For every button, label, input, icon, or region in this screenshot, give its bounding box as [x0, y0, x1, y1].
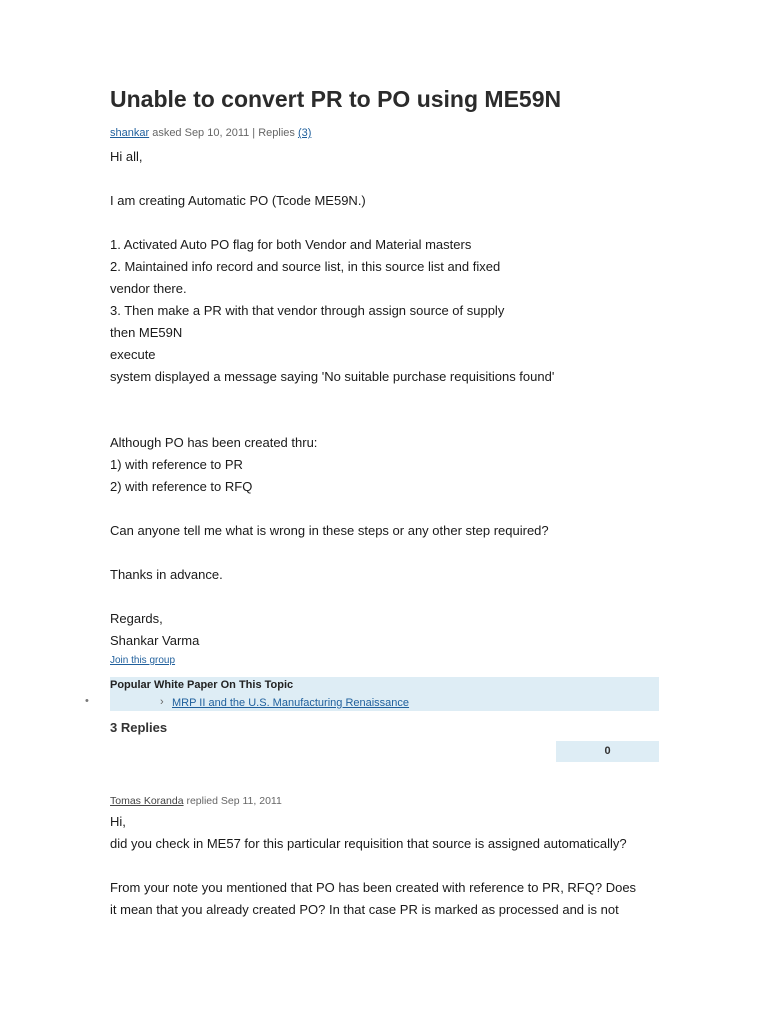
post-body-line	[110, 388, 670, 410]
post-body-line: 3. Then make a PR with that vendor through assign source of supply	[110, 303, 505, 318]
post-body-line: vendor there.	[110, 281, 187, 296]
post-body-line: then ME59N	[110, 325, 183, 340]
post-body	[110, 146, 670, 652]
chevron-right-icon: ›	[160, 696, 164, 708]
post-body-line: Shankar Varma	[110, 633, 200, 648]
post-body-line: execute	[110, 347, 156, 362]
reply-body-line: it mean that you already created PO? In that case PR is marked as processed and is not	[110, 902, 619, 917]
reply-body	[110, 811, 670, 921]
post-body-line: 1) with reference to PR	[110, 457, 243, 472]
post-meta	[110, 127, 311, 139]
post-body-line: Can anyone tell me what is wrong in these steps or any other step required?	[110, 523, 549, 538]
post-body-line	[110, 410, 670, 432]
vote-count-button[interactable]: 0	[556, 741, 659, 762]
reply-meta	[110, 795, 282, 807]
reply-body-line: From your note you mentioned that PO has been created with reference to PR, RFQ? Does	[110, 880, 637, 895]
replies-heading: 3 Replies	[110, 720, 168, 735]
bullet-icon: •	[85, 695, 89, 707]
post-body-line: Although PO has been created thru:	[110, 435, 318, 450]
reply-author-link[interactable]: Tomas Koranda	[110, 795, 184, 807]
post-body-line	[110, 586, 670, 608]
reply-body-line: did you check in ME57 for this particular requisition that source is assigned automatically?	[110, 836, 627, 851]
post-body-line: Thanks in advance.	[110, 567, 223, 582]
post-body-line: 2. Maintained info record and source list, in this source list and fixed	[110, 259, 501, 274]
post-body-line	[110, 212, 670, 234]
white-paper-link[interactable]: MRP II and the U.S. Manufacturing Renaissance	[172, 697, 410, 709]
asked-date-text: asked Sep 10, 2011 | Replies	[149, 127, 298, 139]
author-link[interactable]: shankar	[110, 127, 150, 139]
post-body-line: I am creating Automatic PO (Tcode ME59N.)	[110, 193, 366, 208]
replies-count-link[interactable]: (3)	[297, 127, 312, 139]
reply-body-line	[110, 855, 670, 877]
join-group-link[interactable]: Join this group	[110, 655, 176, 666]
white-paper-heading: Popular White Paper On This Topic	[110, 679, 294, 691]
post-body-line	[110, 168, 670, 190]
post-body-line: 2) with reference to RFQ	[110, 479, 253, 494]
post-body-line: system displayed a message saying 'No suitable purchase requisitions found'	[110, 369, 555, 384]
post-body-line: Regards,	[110, 611, 163, 626]
post-body-line: Hi all,	[110, 149, 143, 164]
reply-body-line: Hi,	[110, 814, 126, 829]
post-body-line	[110, 542, 670, 564]
post-body-line: 1. Activated Auto PO flag for both Vendor and Material masters	[110, 237, 472, 252]
post-body-line	[110, 498, 670, 520]
post-title: Unable to convert PR to PO using ME59N	[110, 86, 562, 112]
reply-date-text: replied Sep 11, 2011	[183, 795, 282, 807]
